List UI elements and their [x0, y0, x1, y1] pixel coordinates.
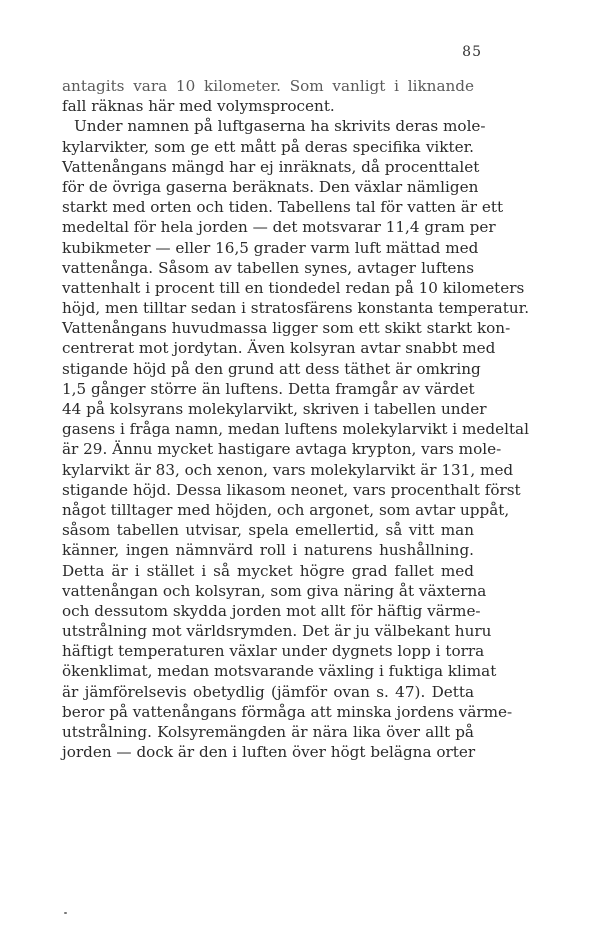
- text-line: gasens i fråga namn, medan luftens molekylarvikt i medeltal: [62, 420, 529, 439]
- text-line: Under namnen på luftgaserna ha skrivits deras mole-: [74, 117, 486, 136]
- text-line: och dessutom skydda jorden mot allt för häftig värme-: [62, 601, 481, 620]
- text-line: antagits vara 10 kilometer. Som vanligt i liknande: [62, 77, 474, 95]
- text-line: är jämförelsevis obetydlig (jämför ovan s. 47). Detta: [62, 682, 474, 701]
- text-line: såsom tabellen utvisar, spela emellertid, så vitt man: [62, 521, 474, 540]
- text-line: fall räknas här med volymsprocent.: [62, 97, 335, 116]
- text-line: medeltal för hela jorden — det motsvarar 11,4 gram per: [62, 218, 496, 237]
- page-number: 85: [462, 44, 482, 60]
- text-line: vattenhalt i procent till en tiondedel redan på 10 kilometers: [62, 278, 525, 297]
- text-line: centrerat mot jordytan. Även kolsyran avtar snabbt med: [62, 339, 496, 358]
- text-line: höjd, men tilltar sedan i stratosfärens konstanta temperatur.: [62, 299, 530, 318]
- text-line: kylarvikter, som ge ett mått på deras specifika vikter.: [62, 137, 474, 156]
- body-text: [62, 76, 530, 762]
- text-line: stigande höjd. Dessa likasom neonet, vars procenthalt först: [62, 480, 521, 499]
- text-line: beror på vattenångans förmåga att minska jordens värme-: [62, 702, 513, 721]
- print-speck: [64, 912, 67, 914]
- text-line: ökenklimat, medan motsvarande växling i fuktiga klimat: [62, 662, 497, 681]
- text-line: Vattenångans mängd har ej inräknats, då procenttalet: [62, 157, 480, 176]
- text-line: något tilltager med höjden, och argonet, som avtar uppåt,: [62, 500, 510, 519]
- text-line: Detta är i stället i så mycket högre grad fallet med: [62, 561, 474, 580]
- text-line: jorden — dock är den i luften över högt belägna orter: [62, 743, 476, 762]
- text-line: utstrålning. Kolsyremängden är nära lika över allt på: [62, 723, 474, 741]
- text-line: Vattenångans huvudmassa ligger som ett skikt starkt kon-: [62, 319, 511, 338]
- text-line: starkt med orten och tiden. Tabellens tal för vatten är ett: [62, 198, 504, 217]
- text-line: häftigt temperaturen växlar under dygnets lopp i torra: [62, 642, 485, 661]
- text-line: känner, ingen nämnvärd roll i naturens hushållning.: [62, 541, 474, 560]
- text-line: utstrålning mot världsrymden. Det är ju välbekant huru: [62, 622, 492, 641]
- text-line: vattenångan och kolsyran, som giva näring åt växterna: [62, 581, 487, 600]
- text-line: för de övriga gaserna beräknats. Den växlar nämligen: [62, 177, 479, 196]
- text-line: kylarvikt är 83, och xenon, vars molekylarvikt är 131, med: [62, 460, 514, 479]
- text-line: 44 på kolsyrans molekylarvikt, skriven i tabellen under: [62, 400, 487, 418]
- text-line: är 29. Ännu mycket hastigare avtaga krypton, vars mole-: [62, 440, 502, 459]
- text-line: kubikmeter — eller 16,5 grader varm luft mättad med: [62, 238, 479, 257]
- text-line: 1,5 gånger större än luftens. Detta framgår av värdet: [62, 379, 475, 398]
- text-line: vattenånga. Såsom av tabellen synes, avtager luftens: [62, 258, 474, 277]
- text-line: stigande höjd på den grund att dess täthet är omkring: [62, 359, 481, 378]
